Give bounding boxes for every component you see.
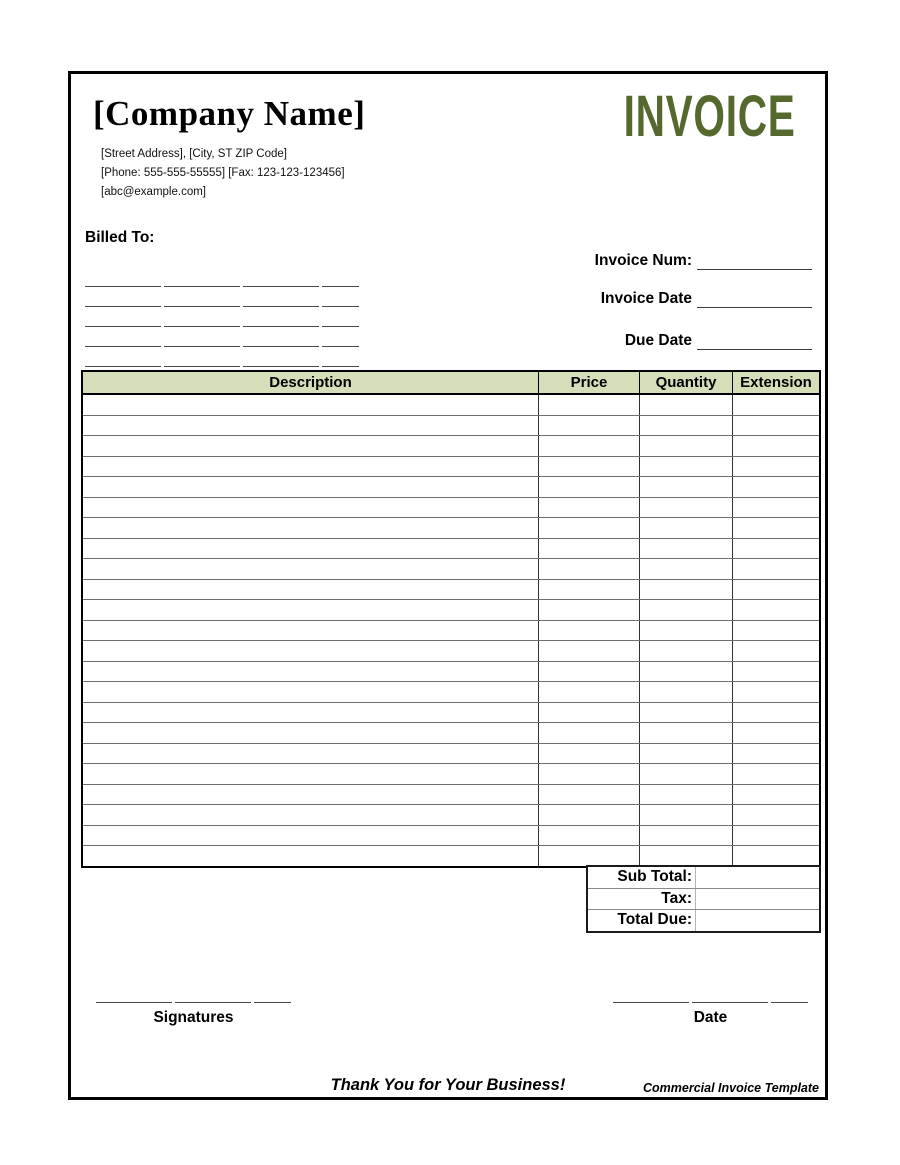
subtotal-value[interactable]: [696, 867, 819, 888]
table-row[interactable]: [83, 846, 819, 866]
invoice-number-label: Invoice Num:: [594, 252, 692, 269]
table-row[interactable]: [83, 744, 819, 765]
invoice-date-row: [601, 288, 812, 308]
table-cell-quantity[interactable]: [639, 395, 732, 415]
due-date-row: [625, 330, 812, 350]
table-cell-extension[interactable]: [732, 764, 819, 784]
table-cell-quantity[interactable]: [639, 477, 732, 497]
table-cell-price[interactable]: [538, 744, 639, 764]
table-cell-description[interactable]: [83, 518, 538, 538]
table-cell-quantity[interactable]: [639, 785, 732, 805]
table-cell-description[interactable]: [83, 682, 538, 702]
column-header-description: Description: [269, 374, 352, 391]
items-table: [81, 370, 821, 868]
table-cell-extension[interactable]: [732, 600, 819, 620]
table-cell-extension[interactable]: [732, 805, 819, 825]
billed-to-blank-line[interactable]: [85, 347, 359, 367]
billed-to-lines: [85, 267, 359, 367]
table-cell-price[interactable]: [538, 703, 639, 723]
table-cell-description[interactable]: [83, 498, 538, 518]
invoice-date-field[interactable]: [697, 290, 812, 308]
company-address: [Street Address], [City, ST ZIP Code]: [101, 148, 287, 160]
table-cell-extension[interactable]: [732, 457, 819, 477]
tax-row: [588, 889, 819, 911]
table-cell-quantity[interactable]: [639, 436, 732, 456]
table-row[interactable]: [83, 805, 819, 826]
billed-to-blank-line[interactable]: [85, 287, 359, 307]
table-cell-price[interactable]: [538, 764, 639, 784]
column-header-extension: Extension: [732, 372, 819, 393]
total-due-label: Total Due:: [588, 910, 696, 931]
table-cell-price[interactable]: [538, 662, 639, 682]
total-due-row: [588, 910, 819, 931]
table-cell-extension[interactable]: [732, 498, 819, 518]
table-row[interactable]: [83, 395, 819, 416]
table-cell-description[interactable]: [83, 539, 538, 559]
table-cell-price[interactable]: [538, 600, 639, 620]
total-due-value[interactable]: [696, 910, 819, 931]
table-row[interactable]: [83, 498, 819, 519]
company-email: [abc@example.com]: [101, 186, 206, 198]
table-cell-price[interactable]: [538, 395, 639, 415]
table-row[interactable]: [83, 826, 819, 847]
table-row[interactable]: [83, 600, 819, 621]
subtotal-row: [588, 867, 819, 889]
table-cell-price[interactable]: [538, 621, 639, 641]
table-cell-description[interactable]: [83, 457, 538, 477]
table-cell-price[interactable]: [538, 477, 639, 497]
table-cell-price[interactable]: [538, 785, 639, 805]
table-cell-price[interactable]: [538, 457, 639, 477]
table-cell-quantity[interactable]: [639, 764, 732, 784]
table-cell-description[interactable]: [83, 621, 538, 641]
table-row[interactable]: [83, 703, 819, 724]
table-cell-extension[interactable]: [732, 723, 819, 743]
table-cell-description[interactable]: [83, 723, 538, 743]
billed-to-blank-line[interactable]: [85, 307, 359, 327]
table-row[interactable]: [83, 580, 819, 601]
company-name: [Company Name]: [93, 94, 366, 133]
table-cell-quantity[interactable]: [639, 744, 732, 764]
table-row[interactable]: [83, 621, 819, 642]
table-cell-extension[interactable]: [732, 785, 819, 805]
table-cell-extension[interactable]: [732, 477, 819, 497]
table-cell-extension[interactable]: [732, 580, 819, 600]
table-cell-extension[interactable]: [732, 682, 819, 702]
table-row[interactable]: [83, 559, 819, 580]
table-row[interactable]: [83, 416, 819, 437]
table-cell-description[interactable]: [83, 744, 538, 764]
table-cell-description[interactable]: [83, 785, 538, 805]
table-cell-description[interactable]: [83, 805, 538, 825]
table-cell-price[interactable]: [538, 498, 639, 518]
table-cell-quantity[interactable]: [639, 580, 732, 600]
table-cell-description[interactable]: [83, 416, 538, 436]
table-cell-extension[interactable]: [732, 744, 819, 764]
billed-to-label: Billed To:: [85, 229, 155, 246]
company-phone-fax: [Phone: 555-555-55555] [Fax: 123-123-123456]: [101, 167, 345, 179]
table-cell-description[interactable]: [83, 641, 538, 661]
table-cell-price[interactable]: [538, 682, 639, 702]
billed-to-blank-line[interactable]: [85, 267, 359, 287]
table-cell-description[interactable]: [83, 395, 538, 415]
table-row[interactable]: [83, 457, 819, 478]
table-cell-price[interactable]: [538, 559, 639, 579]
table-cell-price[interactable]: [538, 805, 639, 825]
table-cell-description[interactable]: [83, 600, 538, 620]
table-cell-extension[interactable]: [732, 703, 819, 723]
table-cell-extension[interactable]: [732, 559, 819, 579]
table-cell-quantity[interactable]: [639, 682, 732, 702]
table-cell-extension[interactable]: [732, 826, 819, 846]
table-cell-quantity[interactable]: [639, 723, 732, 743]
footer-thanks-message: Thank You for Your Business!: [330, 1076, 566, 1094]
table-cell-quantity[interactable]: [639, 641, 732, 661]
table-cell-description[interactable]: [83, 580, 538, 600]
table-cell-description[interactable]: [83, 477, 538, 497]
table-cell-quantity[interactable]: [639, 621, 732, 641]
table-cell-price[interactable]: [538, 416, 639, 436]
table-cell-quantity[interactable]: [639, 846, 732, 866]
due-date-label: Due Date: [624, 332, 692, 349]
totals-box: [586, 865, 821, 933]
table-cell-quantity[interactable]: [639, 559, 732, 579]
invoice-page: [68, 71, 828, 1100]
table-cell-description[interactable]: [83, 662, 538, 682]
subtotal-label: Sub Total:: [588, 867, 696, 888]
table-cell-price[interactable]: [538, 641, 639, 661]
table-cell-description[interactable]: [83, 826, 538, 846]
tax-value[interactable]: [696, 889, 819, 910]
table-cell-price[interactable]: [538, 580, 639, 600]
table-cell-description[interactable]: [83, 703, 538, 723]
table-cell-extension[interactable]: [732, 395, 819, 415]
invoice-title: INVOICE: [623, 84, 795, 149]
table-cell-quantity[interactable]: [639, 518, 732, 538]
table-cell-description[interactable]: [83, 764, 538, 784]
due-date-field[interactable]: [697, 332, 812, 350]
date-label: Date: [693, 1009, 728, 1026]
table-cell-description[interactable]: [83, 846, 538, 866]
table-row[interactable]: [83, 723, 819, 744]
table-cell-quantity[interactable]: [639, 498, 732, 518]
column-header-quantity: Quantity: [639, 372, 732, 393]
table-cell-price[interactable]: [538, 436, 639, 456]
table-cell-price[interactable]: [538, 518, 639, 538]
invoice-number-field[interactable]: [697, 252, 812, 270]
table-cell-extension[interactable]: [732, 641, 819, 661]
table-cell-description[interactable]: [83, 436, 538, 456]
invoice-date-label: Invoice Date: [600, 290, 692, 307]
billed-to-blank-line[interactable]: [85, 327, 359, 347]
table-cell-price[interactable]: [538, 539, 639, 559]
table-row[interactable]: [83, 539, 819, 560]
table-cell-price[interactable]: [538, 723, 639, 743]
table-cell-quantity[interactable]: [639, 826, 732, 846]
table-cell-extension[interactable]: [732, 846, 819, 866]
table-row[interactable]: [83, 662, 819, 683]
items-table-body: [83, 395, 819, 866]
table-cell-quantity[interactable]: [639, 662, 732, 682]
table-cell-price[interactable]: [538, 846, 639, 866]
table-cell-extension[interactable]: [732, 416, 819, 436]
table-cell-extension[interactable]: [732, 662, 819, 682]
table-cell-quantity[interactable]: [639, 457, 732, 477]
table-cell-extension[interactable]: [732, 436, 819, 456]
table-row[interactable]: [83, 641, 819, 662]
table-cell-quantity[interactable]: [639, 539, 732, 559]
date-line[interactable]: [613, 1002, 808, 1003]
table-row[interactable]: [83, 518, 819, 539]
table-row[interactable]: [83, 764, 819, 785]
table-cell-description[interactable]: [83, 559, 538, 579]
signatures-line[interactable]: [96, 1002, 291, 1003]
table-cell-quantity[interactable]: [639, 805, 732, 825]
invoice-number-row: [595, 250, 812, 270]
table-cell-quantity[interactable]: [639, 703, 732, 723]
table-cell-extension[interactable]: [732, 539, 819, 559]
table-row[interactable]: [83, 436, 819, 457]
signatures-label: Signatures: [153, 1009, 234, 1026]
tax-label: Tax:: [588, 889, 696, 910]
footer-template-name: Commercial Invoice Template: [643, 1081, 819, 1095]
table-cell-extension[interactable]: [732, 621, 819, 641]
table-cell-price[interactable]: [538, 826, 639, 846]
items-table-header: [83, 372, 819, 395]
table-cell-quantity[interactable]: [639, 416, 732, 436]
column-header-price: Price: [538, 372, 639, 393]
table-row[interactable]: [83, 785, 819, 806]
table-row[interactable]: [83, 477, 819, 498]
table-row[interactable]: [83, 682, 819, 703]
table-cell-quantity[interactable]: [639, 600, 732, 620]
table-cell-extension[interactable]: [732, 518, 819, 538]
